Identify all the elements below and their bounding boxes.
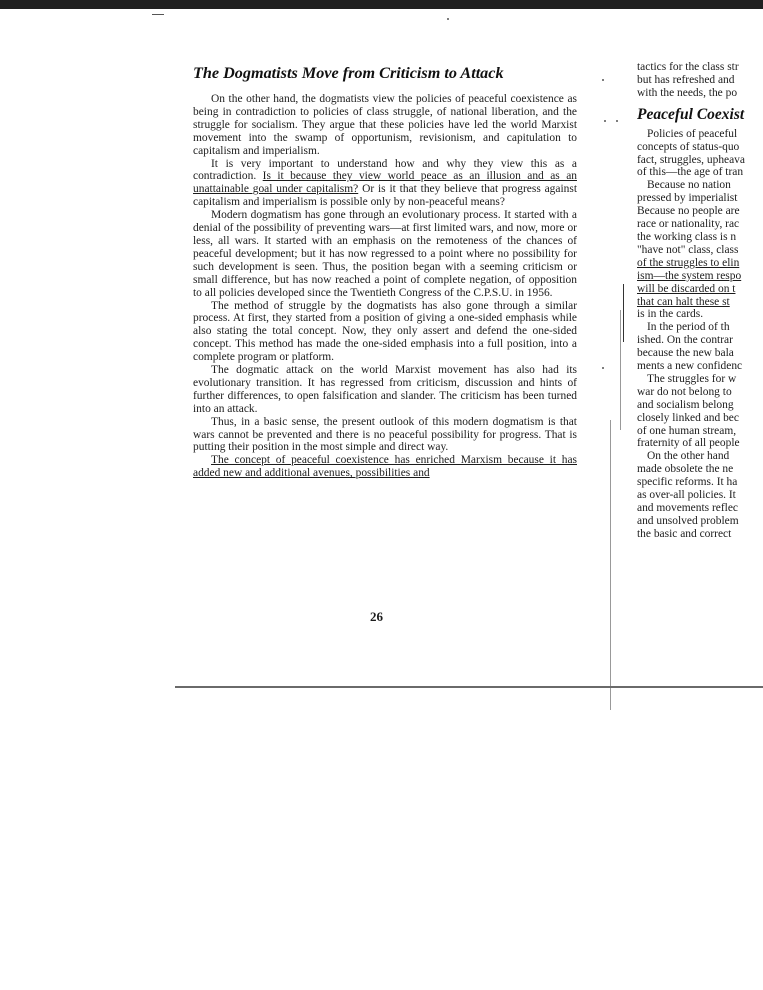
page-number: 26 <box>370 609 383 624</box>
text-line: of one human stream, <box>637 424 737 437</box>
paragraph: On the other hand, the dogmatists view the policies of peaceful coexistence as being in contradiction to policies of class struggle, of national liberation, and the struggle for socialism. They argue that these policies have led the world Marxist movement into the swamp of opportunism, revisionism, and capitulation to capitalism and imperialism. <box>193 93 577 157</box>
paragraph <box>193 454 577 480</box>
underlined-passage: The concept of peaceful coexistence has enriched Marxism because it has added new and additional avenues, possibilities and <box>193 454 577 480</box>
scan-speck <box>604 120 606 122</box>
text-line: specific reforms. It ha <box>637 476 738 489</box>
text-line: war do not belong to <box>637 385 732 398</box>
text-line: and movements reflec <box>637 502 738 514</box>
text-line: In the period of th <box>647 321 730 334</box>
paragraph-text: Or is it that they believe that progress against capitalism and imperialism is possible only by non-peaceful means? <box>193 183 578 209</box>
bottom-scan-border <box>175 686 763 688</box>
scan-speck <box>602 367 604 369</box>
text-line: that can halt these st <box>637 295 730 308</box>
top-scan-border <box>0 0 763 9</box>
text-line: and socialism belong <box>637 398 734 411</box>
text-line: concepts of status-quo <box>637 140 740 153</box>
text-line: the basic and correct <box>637 527 732 540</box>
text-line: fraternity of all people <box>637 437 740 450</box>
text-line: tactics for the class str <box>637 61 739 73</box>
text-line: Because no people are <box>637 205 740 218</box>
text-line: the working class is n <box>637 230 737 243</box>
scan-mark <box>152 14 164 15</box>
text-line: Because no nation <box>647 179 731 192</box>
text-line: of this—the age of tran <box>637 166 744 179</box>
section-heading: Peaceful Coexist <box>637 105 745 123</box>
right-page-body <box>637 128 763 541</box>
text-line: because the new bala <box>637 347 734 360</box>
text-line: race or nationality, rac <box>637 218 740 231</box>
text-line: fact, struggles, upheava <box>637 153 745 166</box>
gutter-line <box>610 420 611 710</box>
text-line: On the other hand <box>647 450 730 463</box>
text-line: ism—the system respo <box>637 269 742 282</box>
paragraph: Modern dogmatism has gone through an evolutionary process. It started with a denial of the possibility of preventing wars—at first limited wars, and now, more or less, all wars. It started with an emphasis on the remoteness of the chances of peaceful development; but it has now regressed to a point where no possibility for such development is seen. Thus, the position began with a seeming criticism or small difference, but has now reached a point of complete negation, of opposition to all policies developed since the Twentieth Congress of the C.P.S.U. in 1956. <box>193 209 577 299</box>
underlined-passage: Is it because they view world peace as an illusion and as an unattainable goal under capitalism? <box>193 170 577 196</box>
text-line: of the struggles to elin <box>637 256 740 269</box>
text-line: closely linked and bec <box>637 411 739 424</box>
section-heading: The Dogmatists Move from Criticism to Attack <box>193 64 504 82</box>
text-line: as over-all policies. It <box>637 489 736 502</box>
paragraph: The dogmatic attack on the world Marxist movement has also had its evolutionary transition. It has regressed from criticism, discussion and hints of further differences, to open falsification and slander. The criticism has been turned into an attack. <box>193 364 577 415</box>
text-line: is in the cards. <box>637 308 704 321</box>
gutter-line <box>620 310 621 430</box>
text-line: "have not" class, class <box>637 243 739 256</box>
text-line: ments a new confidenc <box>637 360 743 373</box>
paragraph <box>193 158 577 210</box>
text-line: made obsolete the ne <box>637 463 734 476</box>
paragraph: Thus, in a basic sense, the present outlook of this modern dogmatism is that wars cannot be prevented and there is no peaceful possibility for progress. That is putting their position in the most simple and direct way. <box>193 415 577 454</box>
scan-speck <box>616 120 618 122</box>
text-line: but has refreshed and <box>637 73 735 86</box>
margin-bracket-mark <box>623 284 624 342</box>
text-line: with the needs, the po <box>637 86 738 99</box>
text-line: The struggles for w <box>647 372 737 385</box>
text-line: Policies of peaceful <box>647 127 738 140</box>
text-line: and unsolved problem <box>637 514 739 527</box>
text-line: pressed by imperialist <box>637 192 738 205</box>
right-page <box>637 61 763 541</box>
text-line: ished. On the contrar <box>637 334 733 347</box>
scan-speck <box>447 18 449 20</box>
left-page <box>193 63 577 480</box>
paragraph: The method of struggle by the dogmatists has also gone through a similar process. At first, they started from a position of giving a one-sided emphasis while also stating the total concept. Now, they only assert and defend the one-sided concept. This method has made the one-sided emphasis into a full position, into a complete program or platform. <box>193 299 577 364</box>
paragraph-text: It is very important to understand how and why they view this as a contradiction. <box>193 157 577 183</box>
scan-speck <box>602 79 604 81</box>
text-line: will be discarded on t <box>637 282 736 295</box>
